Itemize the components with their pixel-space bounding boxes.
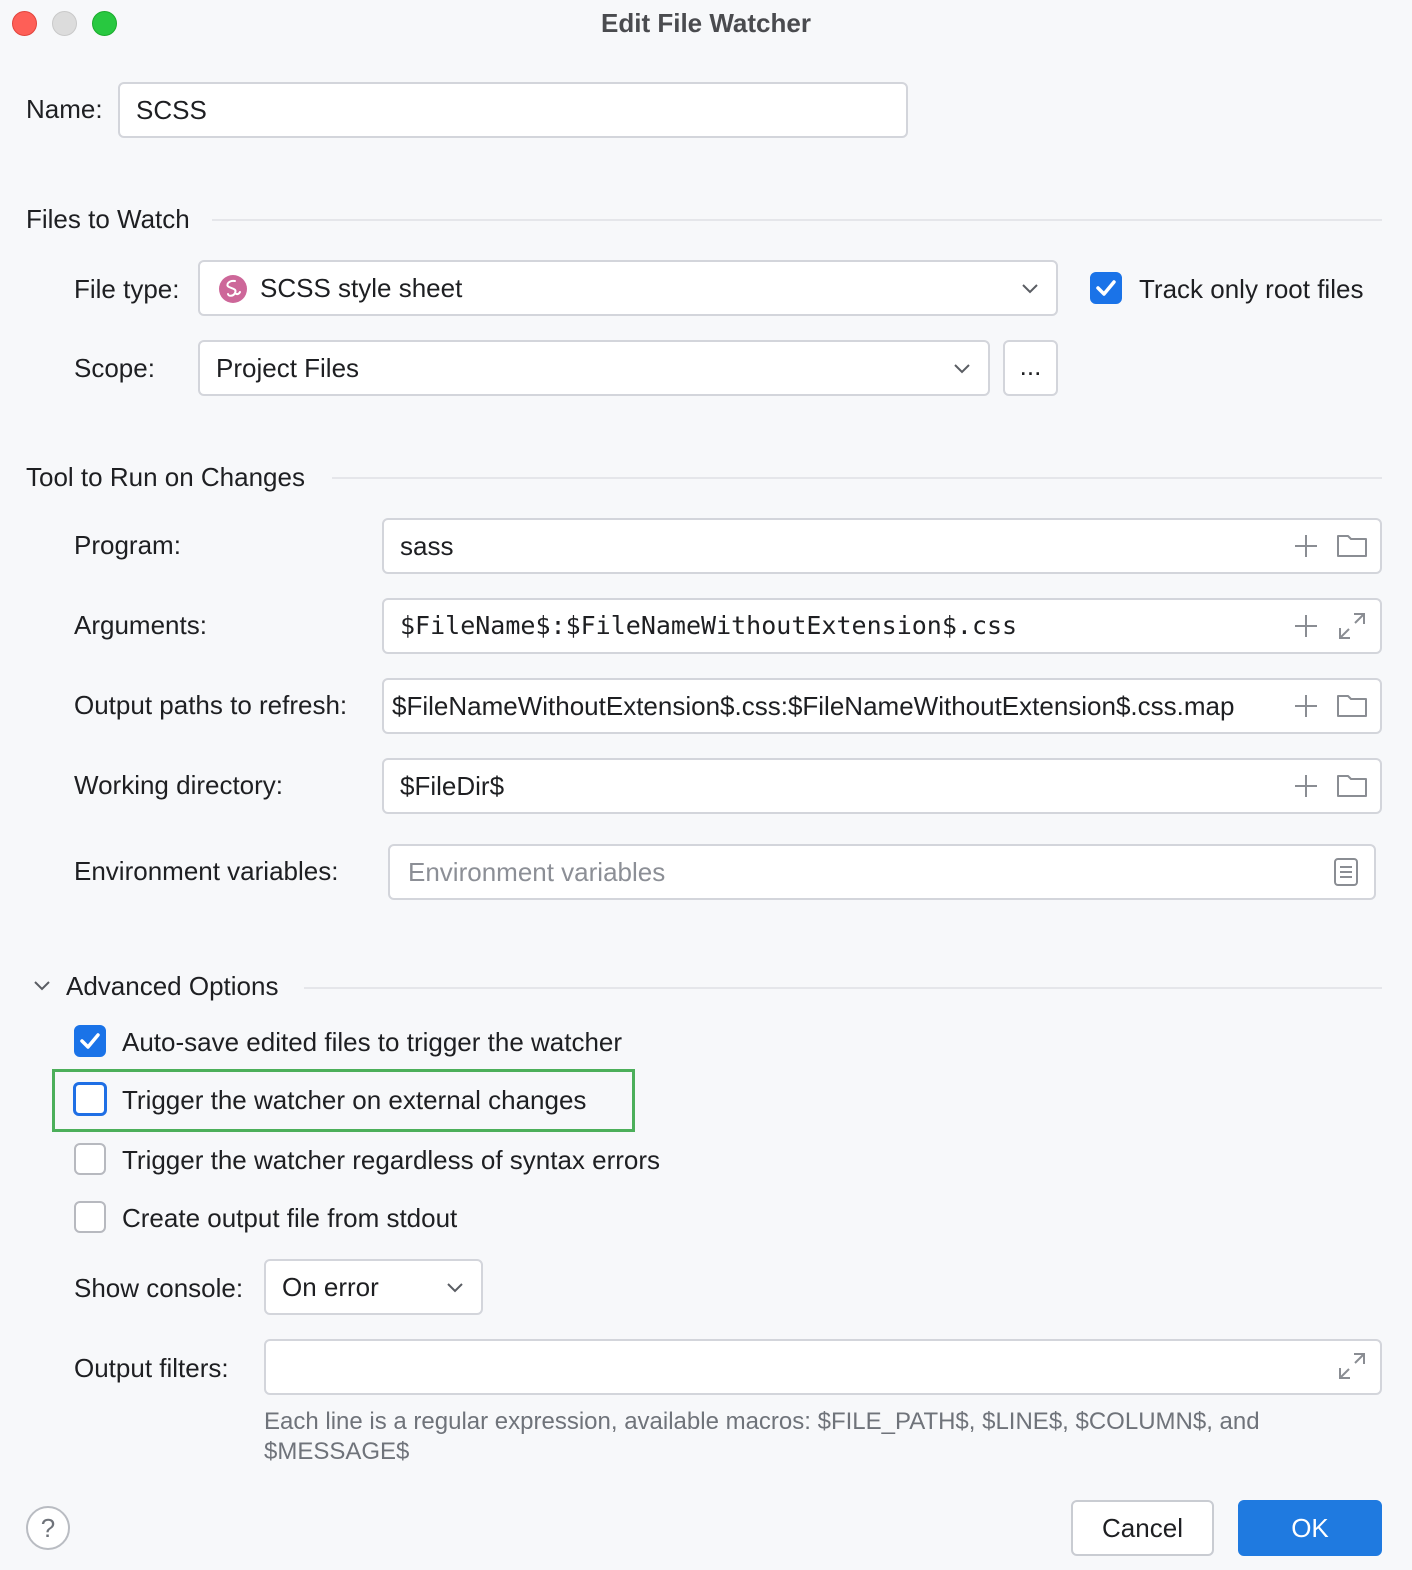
working-dir-label: Working directory:	[74, 770, 284, 800]
checkmark-icon	[76, 1027, 104, 1055]
name-input-value: SCSS	[136, 95, 207, 125]
insert-macro-plus-icon[interactable]	[1292, 532, 1320, 560]
checkmark-icon	[1092, 274, 1120, 302]
output-filters-label: Output filters:	[74, 1353, 229, 1383]
show-console-label: Show console:	[74, 1273, 244, 1303]
working-dir-value: $FileDir$	[400, 771, 505, 801]
tool-section-title: Tool to Run on Changes	[26, 462, 305, 492]
window-title: Edit File Watcher	[601, 8, 811, 38]
name-input[interactable]	[118, 82, 908, 138]
section-divider	[332, 477, 1382, 479]
insert-macro-plus-icon[interactable]	[1292, 692, 1320, 720]
output-filters-hint-line1: Each line is a regular expression, available macros: $FILE_PATH$, $LINE$, $COLUMN$, and	[264, 1408, 1260, 1435]
sass-icon	[218, 274, 248, 304]
file-type-value: SCSS style sheet	[260, 273, 463, 303]
chevron-down-icon[interactable]	[952, 360, 972, 376]
program-label: Program:	[74, 530, 181, 560]
scope-label: Scope:	[74, 353, 155, 383]
stdout-output-label[interactable]: Create output file from stdout	[122, 1203, 458, 1233]
advanced-options-title[interactable]: Advanced Options	[66, 971, 279, 1001]
collapse-chevron-icon[interactable]	[31, 976, 53, 994]
arguments-input[interactable]	[382, 598, 1382, 654]
output-paths-input[interactable]	[382, 678, 1382, 734]
auto-save-label[interactable]: Auto-save edited files to trigger the watcher	[122, 1027, 623, 1057]
output-paths-label: Output paths to refresh:	[74, 690, 348, 720]
track-root-label[interactable]: Track only root files	[1139, 274, 1364, 304]
external-changes-checkbox[interactable]	[73, 1082, 107, 1116]
files-to-watch-title: Files to Watch	[26, 204, 190, 234]
syntax-errors-label[interactable]: Trigger the watcher regardless of syntax errors	[122, 1145, 661, 1175]
section-divider	[212, 219, 1382, 221]
ok-button[interactable]: OK	[1238, 1500, 1382, 1556]
document-list-icon[interactable]	[1332, 857, 1360, 887]
expand-icon[interactable]	[1336, 1350, 1368, 1382]
arguments-label: Arguments:	[74, 610, 207, 640]
env-vars-input[interactable]	[388, 844, 1376, 900]
file-type-select[interactable]	[198, 260, 1058, 316]
output-filters-input[interactable]	[264, 1339, 1382, 1395]
insert-macro-plus-icon[interactable]	[1292, 612, 1320, 640]
auto-save-checkbox[interactable]	[74, 1025, 106, 1057]
stdout-output-checkbox[interactable]	[74, 1201, 106, 1233]
expand-icon[interactable]	[1336, 610, 1368, 642]
file-type-label: File type:	[74, 274, 180, 304]
output-filters-hint-line2: $MESSAGE$	[264, 1438, 410, 1465]
section-divider	[304, 987, 1382, 989]
output-paths-value: $FileNameWithoutExtension$.css:$FileNameWithoutExtension$.css.map	[392, 691, 1235, 721]
name-label: Name:	[26, 94, 103, 124]
env-vars-placeholder: Environment variables	[408, 857, 666, 887]
external-changes-label[interactable]: Trigger the watcher on external changes	[122, 1085, 587, 1115]
chevron-down-icon[interactable]	[1020, 280, 1040, 296]
folder-icon[interactable]	[1336, 771, 1368, 799]
working-dir-input[interactable]	[382, 758, 1382, 814]
cancel-button[interactable]: Cancel	[1071, 1500, 1214, 1556]
show-console-value: On error	[282, 1272, 379, 1302]
program-input[interactable]	[382, 518, 1382, 574]
insert-macro-plus-icon[interactable]	[1292, 772, 1320, 800]
folder-icon[interactable]	[1336, 531, 1368, 559]
syntax-errors-checkbox[interactable]	[74, 1143, 106, 1175]
chevron-down-icon[interactable]	[445, 1279, 465, 1295]
arguments-value: $FileName$:$FileNameWithoutExtension$.css	[400, 611, 1018, 640]
scope-more-button[interactable]	[1003, 340, 1058, 396]
folder-icon[interactable]	[1336, 691, 1368, 719]
help-button[interactable]: ?	[26, 1506, 70, 1550]
scope-more-label: ...	[1019, 351, 1042, 381]
env-vars-label: Environment variables:	[74, 856, 339, 886]
program-value: sass	[400, 531, 454, 561]
scope-select[interactable]	[198, 340, 990, 396]
scope-value: Project Files	[216, 353, 360, 383]
track-root-checkbox[interactable]	[1090, 272, 1122, 304]
